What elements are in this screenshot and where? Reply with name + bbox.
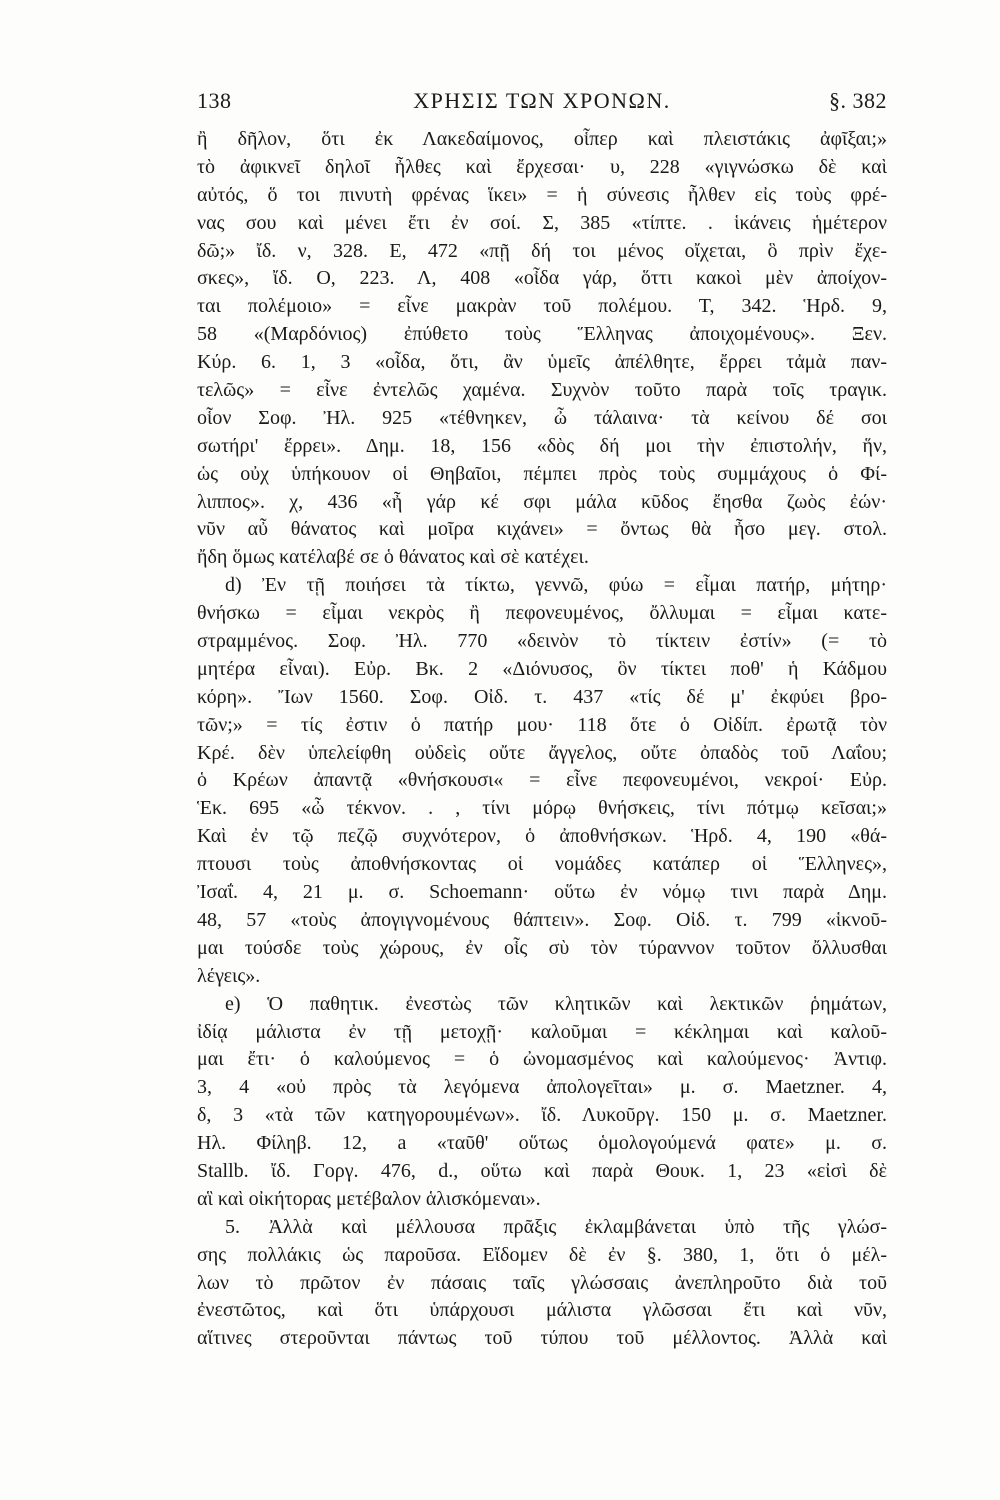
text-line: νας σου καὶ μένει ἔτι ἐν σοί. Σ, 385 «τίπτε. . ἱκάνεις ἡμέτερον <box>197 211 887 234</box>
text-line: αἳ καὶ οἰκήτορας μετέβαλον ἁλισκόμεναι». <box>197 1187 541 1210</box>
section-number: §. 382 <box>829 88 887 113</box>
text-line: μαι τούσδε τοὺς χώρους, ἐν οἷς σὺ τὸν τύραννον τοῦτον ὄλλυσθαι <box>197 936 887 959</box>
text-line: σωτήρι' ἔρρει». Δημ. 18, 156 «δὸς δή μοι τὴν ἐπιστολήν, ἥν, <box>197 434 887 457</box>
running-header <box>197 88 887 118</box>
text-line: 58 «(Μαρδόνιος) ἐπύθετο τοὺς Ἕλληνας ἀποιχομένους». Ξεν. <box>197 323 887 346</box>
text-line: d) Ἐν τῇ ποιήσει τὰ τίκτω, γεννῶ, φύω = εἶμαι πατήρ, μήτηρ· <box>225 574 887 597</box>
text-line: τελῶς» = εἶνε ἐντελῶς χαμένα. Συχνὸν τοῦτο παρὰ τοῖς τραγικ. <box>197 379 887 402</box>
text-line: ἤδη ὅμως κατέλαβέ σε ὁ θάνατος καὶ σὲ κατέχει. <box>197 546 589 569</box>
text-line: θνήσκω = εἶμαι νεκρὸς ἢ πεφονευμένος, ὄλλυμαι = εἶμαι κατε- <box>197 602 887 625</box>
text-line: e) Ὁ παθητικ. ἐνεστὼς τῶν κλητικῶν καὶ λεκτικῶν ῥημάτων, <box>225 992 887 1015</box>
text-line: σκες», ἴδ. Ο, 223. Λ, 408 «οἶδα γάρ, ὅττι κακοὶ μὲν ἀποίχον- <box>197 267 887 290</box>
text-line: αἵτινες στεροῦνται πάντως τοῦ τύπου τοῦ μέλλοντος. Ἀλλὰ καὶ <box>197 1327 887 1350</box>
text-line: αὐτός, ὅ τοι πινυτὴ φρένας ἵκει» = ἡ σύνεσις ἦλθεν εἰς τοὺς φρέ- <box>197 183 887 206</box>
text-line: πτουσι τοὺς ἀποθνήσκοντας οἱ νομάδες κατάπερ οἱ Ἕλληνες», <box>197 853 887 876</box>
text-line: οἷον Σοφ. Ἠλ. 925 «τέθνηκεν, ὦ τάλαινα· τὰ κείνου δέ σοι <box>197 406 887 429</box>
text-line: στραμμένος. Σοφ. Ἠλ. 770 «δεινὸν τὸ τίκτειν ἐστίν» (= τὸ <box>197 630 887 653</box>
text-line: δ, 3 «τὰ τῶν κατηγορουμένων». ἴδ. Λυκοῦργ. 150 μ. σ. Maetzner. <box>197 1104 887 1127</box>
text-line: μητέρα εἶναι). Εὐρ. Βκ. 2 «Διόνυσος, ὃν τίκτει ποθ' ἡ Κάδμου <box>197 657 887 680</box>
text-line: Ἰσαΐ. 4, 21 μ. σ. Schoemann· οὕτω ἐν νόμῳ τινι παρὰ Δημ. <box>197 881 887 904</box>
text-line: νῦν αὖ θάνατος καὶ μοῖρα κιχάνει» = ὄντως θὰ ἦσο μεγ. στολ. <box>197 518 887 541</box>
text-line: κόρη». Ἴων 1560. Σοφ. Οἰδ. τ. 437 «τίς δέ μ' ἐκφύει βρο- <box>197 685 887 708</box>
text-line: δῶ;» ἴδ. ν, 328. Ε, 472 «πῇ δή τοι μένος οἴχεται, ὃ πρὶν ἔχε- <box>197 239 887 262</box>
page-number: 138 <box>197 88 232 113</box>
text-line: 48, 57 «τοὺς ἀπογιγνομένους θάπτειν». Σοφ. Οἰδ. τ. 799 «ἱκνοῦ- <box>197 908 887 931</box>
text-line: λων τὸ πρῶτον ἐν πάσαις ταῖς γλώσσαις ἀνεπληροῦτο διὰ τοῦ <box>197 1271 887 1294</box>
text-line: λέγεις». <box>197 964 261 987</box>
running-title: ΧΡΗΣΙΣ ΤΩΝ ΧΡΟΝΩΝ. <box>413 88 671 113</box>
text-line: τῶν;» = τίς ἐστιν ὁ πατήρ μου· 118 ὅτε ὁ Οἰδίπ. ἐρωτᾷ τὸν <box>197 713 887 736</box>
text-line: ὡς οὐχ ὑπήκουον οἱ Θηβαῖοι, πέμπει πρὸς τοὺς συμμάχους ὁ Φί- <box>197 462 887 485</box>
text-line: ἰδίᾳ μάλιστα ἐν τῇ μετοχῇ· καλοῦμαι = κέκλημαι καὶ καλοῦ- <box>197 1020 887 1043</box>
text-line: ὁ Κρέων ἀπαντᾷ «θνήσκουσι« = εἶνε πεφονευμένοι, νεκροί· Εὐρ. <box>197 769 887 792</box>
text-line: ἐνεστῶτος, καὶ ὅτι ὑπάρχουσι μάλιστα γλῶσσαι ἔτι καὶ νῦν, <box>197 1299 887 1322</box>
text-line: Ἑκ. 695 «ὦ τέκνον. . , τίνι μόρῳ θνήσκεις, τίνι πότμῳ κεῖσαι;» <box>197 797 887 820</box>
text-line: τὸ ἀφικνεῖ δηλοῖ ἦλθες καὶ ἔρχεσαι· υ, 228 «γιγνώσκω δὲ καὶ <box>197 155 887 178</box>
text-line: Καὶ ἐν τῷ πεζῷ συχνότερον, ὁ ἀποθνήσκων. Ἡρδ. 4, 190 «θά- <box>197 825 887 848</box>
text-line: Κύρ. 6. 1, 3 «οἶδα, ὅτι, ἂν ὑμεῖς ἀπέλθητε, ἔρρει τἀμὰ παν- <box>197 351 887 374</box>
text-line: ἢ δῆλον, ὅτι ἐκ Λακεδαίμονος, οἷπερ καὶ πλειστάκις ἀφῖξαι;» <box>197 128 887 150</box>
text-line: ται πολέμοιο» = εἶνε μακρὰν τοῦ πολέμου. Τ, 342. Ἡρδ. 9, <box>197 295 887 318</box>
text-line: μαι ἔτι· ὁ καλούμενος = ὁ ὠνομασμένος καὶ καλούμενος· Ἀντιφ. <box>197 1048 887 1071</box>
text-line: 5. Ἀλλὰ καὶ μέλλουσα πρᾶξις ἐκλαμβάνεται ὑπὸ τῆς γλώσ- <box>225 1215 887 1238</box>
text-line: Ηλ. Φίληβ. 12, a «ταῦθ' οὕτως ὁμολογούμενά φατε» μ. σ. <box>197 1132 887 1155</box>
text-line: Stallb. ἴδ. Γοργ. 476, d., οὕτω καὶ παρὰ Θουκ. 1, 23 «εἰσὶ δὲ <box>197 1159 887 1182</box>
text-line: 3, 4 «οὐ πρὸς τὰ λεγόμενα ἀπολογεῖται» μ. σ. Maetzner. 4, <box>197 1076 887 1099</box>
text-line: Κρέ. δὲν ὑπελείφθη οὐδεὶς οὔτε ἄγγελος, οὔτε ὀπαδὸς τοῦ Λαΐου; <box>197 741 887 764</box>
text-line: λιππος». χ, 436 «ἦ γάρ κέ σφι μάλα κῦδος ἔησθα ζωὸς ἐών· <box>197 490 887 513</box>
page-body <box>197 126 887 1353</box>
text-line: σης πολλάκις ὡς παροῦσα. Εἴδομεν δὲ ἐν §. 380, 1, ὅτι ὁ μέλ- <box>197 1243 887 1266</box>
